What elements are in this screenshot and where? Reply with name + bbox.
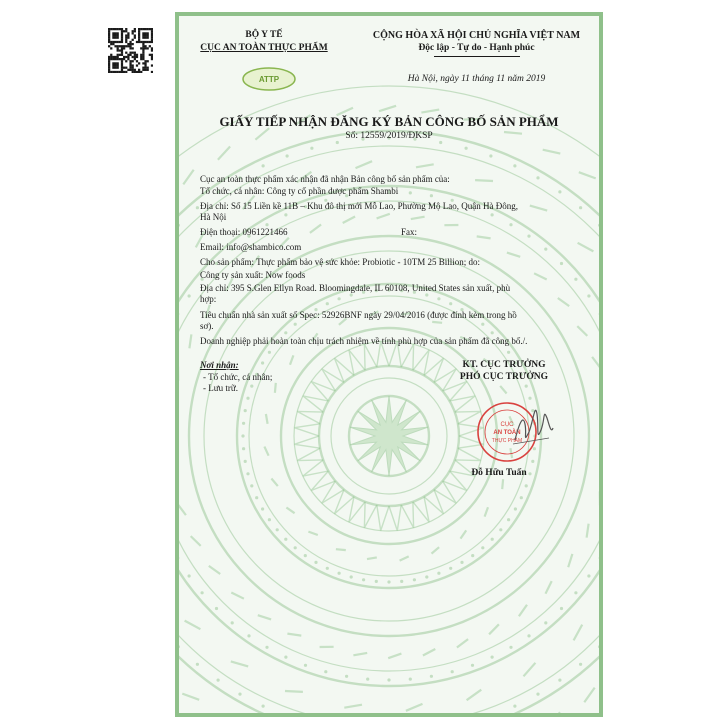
- certificate-document: [175, 12, 603, 717]
- country-name: CỘNG HÒA XÃ HỘI CHỦ NGHĨA VIỆT NAM: [372, 30, 581, 41]
- manufacturer-address-1: Địa chỉ: 395 S.Glen Ellyn Road. Bloomingdale, IL 60108, United States sản xuất, phù: [200, 283, 511, 293]
- signer-role-2: PHÓ CỤC TRƯỞNG: [459, 372, 549, 382]
- phone: Điện thoại: 0961221466: [200, 227, 288, 237]
- logo-text: ATTP: [258, 75, 280, 84]
- signer-name: Đỗ Hữu Tuấn: [471, 468, 527, 478]
- handwritten-signature: [509, 394, 557, 454]
- recipients-label: Nơi nhận:: [200, 360, 239, 370]
- manufacturer: Công ty sản xuất: Now foods: [200, 270, 306, 280]
- registration-number: Số: 12559/2019/ĐKSP: [345, 131, 433, 141]
- seal-text-1: CỤC: [500, 422, 514, 428]
- email: Email: info@shambico.com: [200, 242, 302, 252]
- address-line-1: Địa chỉ: Số 15 Liền kề 11B – Khu đô thị mới Mỗ Lao, Phường Mộ Lao, Quận Hà Đông,: [200, 201, 519, 211]
- issue-date: Hà Nội, ngày 11 tháng 11 năm 2019: [407, 74, 546, 84]
- recipient-1: - Tổ chức, cá nhân;: [203, 372, 273, 382]
- motto-underline: [434, 56, 520, 57]
- seal-text-2: AN TOÀN: [493, 430, 521, 436]
- standard-line-1: Tiêu chuẩn nhà sản xuất số Spec: 52926BNF ngày 29/04/2016 (được đính kèm trong hồ: [200, 310, 517, 320]
- responsibility-statement: Doanh nghiệp phải hoàn toàn chịu trách nhiệm về tính phù hợp của sản phẩm đã công bố./.: [200, 336, 528, 346]
- qr-code: [108, 28, 153, 73]
- intro-line: Cục an toàn thực phẩm xác nhận đã nhận Bản công bố sản phẩm của:: [200, 174, 450, 184]
- recipient-2: - Lưu trữ.: [203, 383, 238, 393]
- fax: Fax:: [401, 227, 418, 237]
- signer-role-1: KT. CỤC TRƯỞNG: [462, 360, 546, 370]
- ministry-name: BỘ Y TẾ: [245, 30, 283, 40]
- address-line-2: Hà Nội: [200, 212, 227, 222]
- manufacturer-address-2: hợp:: [200, 294, 217, 304]
- motto: Độc lập - Tự do - Hạnh phúc: [418, 43, 535, 53]
- standard-line-2: sơ).: [200, 321, 214, 331]
- seal-text-3: THỰC PHẨM: [491, 438, 523, 444]
- document-title: GIẤY TIẾP NHẬN ĐĂNG KÝ BẢN CÔNG BỐ SẢN PHẨM: [219, 114, 559, 129]
- organization: Tổ chức, cá nhân: Công ty cổ phần dược phẩm Shambi: [200, 186, 399, 196]
- agency-logo: [241, 66, 297, 92]
- product: Cho sản phẩm: Thực phẩm bảo vệ sức khỏe: Probiotic - 10TM 25 Billion; do:: [200, 257, 481, 267]
- agency-name: CỤC AN TOÀN THỰC PHẨM: [200, 43, 328, 53]
